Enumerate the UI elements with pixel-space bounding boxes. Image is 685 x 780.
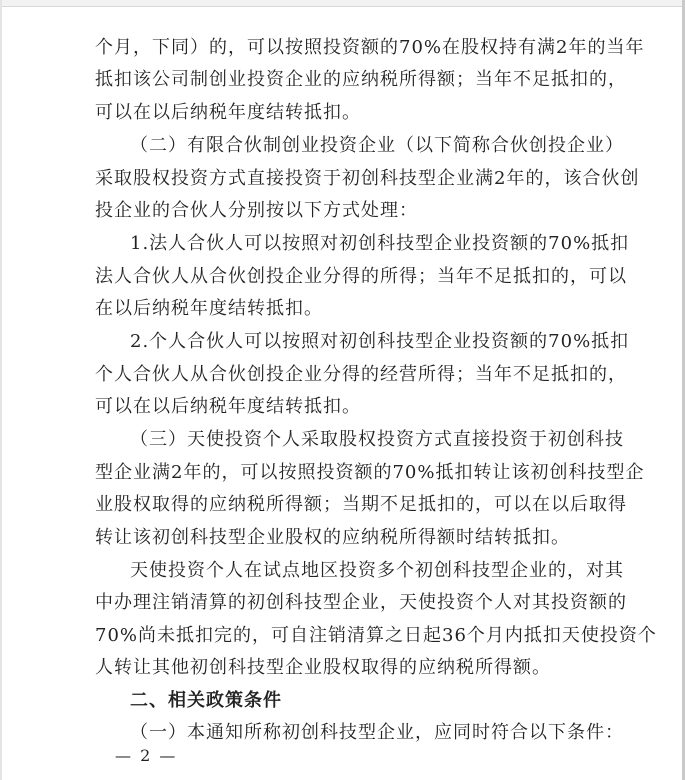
paragraph-line: 抵扣该公司制创业投资企业的应纳税所得额；当年不足抵扣的，	[95, 69, 627, 90]
paragraph-line: 业股权取得的应纳税所得额；当期不足抵扣的，可以在以后取得	[95, 494, 627, 515]
paragraph-line: 1.法人合伙人可以按照对初创科技型企业投资额的70%抵扣	[130, 233, 630, 254]
paragraph-line: 投企业的合伙人分别按以下方式处理：	[95, 200, 418, 221]
paragraph-line: 个月，下同）的，可以按照投资额的70%在股权持有满2年的当年	[95, 37, 645, 58]
paragraph-line: 个人合伙人从合伙创投企业分得的经营所得；当年不足抵扣的，	[95, 364, 627, 385]
paragraph-line: 70%尚未抵扣完的，可自注销清算之日起36个月内抵扣天使投资个	[95, 625, 657, 646]
section-heading: 二、相关政策条件	[130, 690, 282, 711]
paragraph-line: 可以在以后纳税年度结转抵扣。	[95, 396, 361, 417]
paragraph-line: （二）有限合伙制创业投资企业（以下简称合伙创投企业）	[130, 135, 624, 156]
paragraph-line: 型企业满2年的，可以按照投资额的70%抵扣转让该初创科技型企	[95, 462, 645, 483]
paragraph-line: 法人合伙人从合伙创投企业分得的所得；当年不足抵扣的，可以	[95, 266, 627, 287]
paragraph-line: 2.个人合伙人可以按照对初创科技型企业投资额的70%抵扣	[130, 331, 630, 352]
paragraph-line: 天使投资个人在试点地区投资多个初创科技型企业的，对其	[130, 560, 624, 581]
paragraph-line: 人转让其他初创科技型企业股权取得的应纳税所得额。	[95, 657, 551, 678]
paragraph-line: 在以后纳税年度结转抵扣。	[95, 298, 323, 319]
paragraph-line: （三）天使投资个人采取股权投资方式直接投资于初创科技	[130, 429, 624, 450]
paragraph-line: 转让该初创科技型企业股权的应纳税所得额时结转抵扣。	[95, 527, 570, 548]
paragraph-line: 可以在以后纳税年度结转抵扣。	[95, 102, 361, 123]
paragraph-line: 中办理注销清算的初创科技型企业，天使投资个人对其投资额的	[95, 592, 627, 613]
paragraph-line: （一）本通知所称初创科技型企业，应同时符合以下条件：	[130, 722, 624, 743]
page-number: — 2 —	[115, 746, 178, 765]
paragraph-line: 采取股权投资方式直接投资于初创科技型企业满2年的，该合伙创	[95, 168, 640, 189]
